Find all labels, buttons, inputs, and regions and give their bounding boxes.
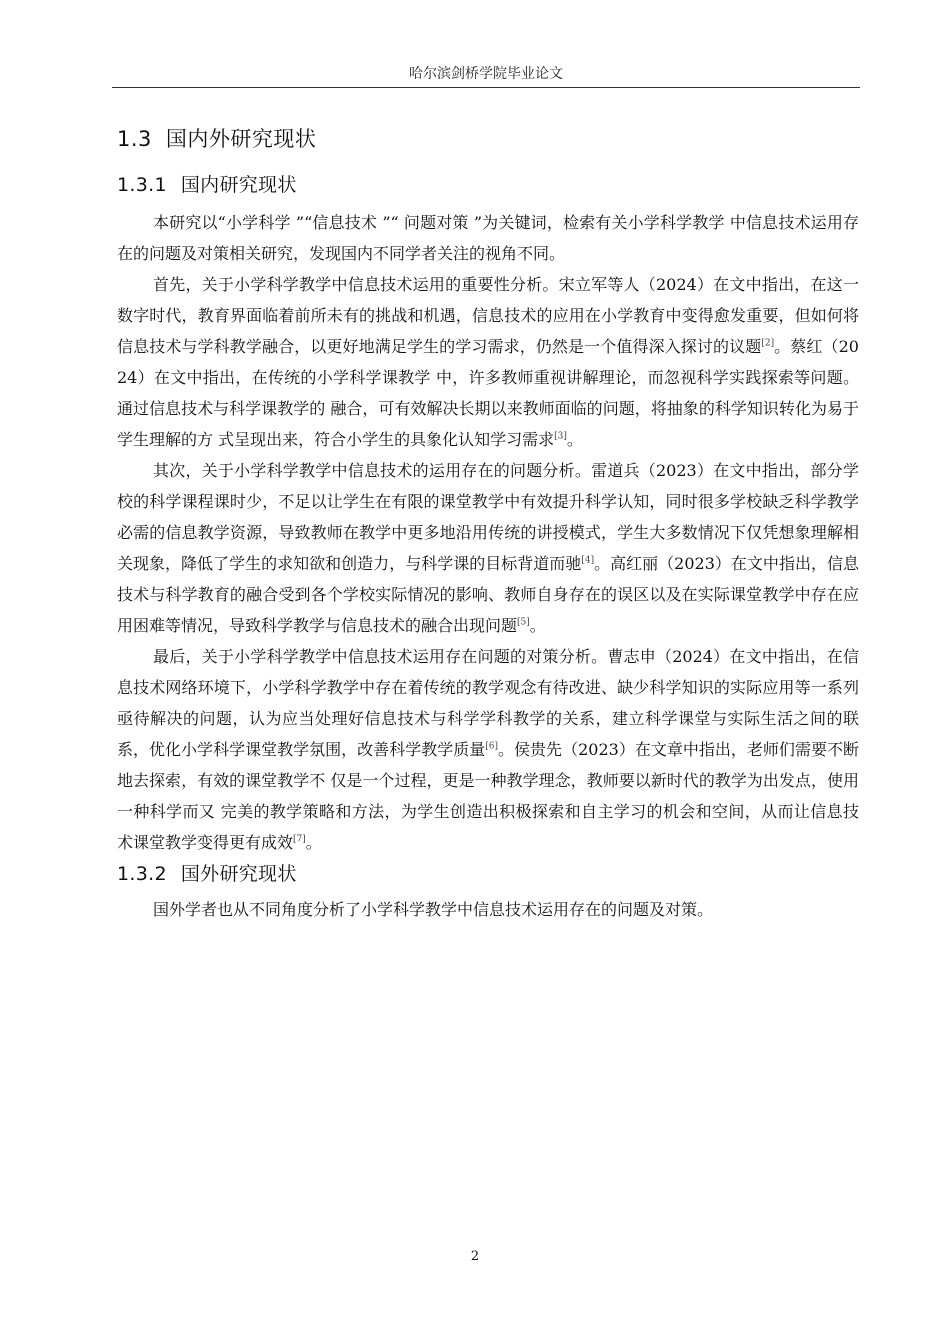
document-body bbox=[117, 124, 859, 925]
paragraph-text: 。 bbox=[305, 833, 322, 852]
paragraph-text: 。高红丽（2023）在文中指出，信息技术与科学教育的融合受到各个学校实际情况的影响、教师自身存在的误区以及在实际课堂教学中存在应用困难等情况，导致科学教学与信息技术的融合出现问题 bbox=[117, 554, 859, 635]
paragraph-text: 。蔡红（2024）在文中指出，在传统的小学科学课教学 中，许多教师重视讲解理论，而忽视科学实践探索等问题。通过信息技术与科学课教学的 融合，可有效解决长期以来教师面临的问题，将抽象的科学知识转化为易于学生理解的方 式呈现出来，符合小学生的具象化认知学习需求 bbox=[117, 337, 859, 449]
paragraph-countermeasures bbox=[117, 641, 859, 858]
paragraph-intro: 本研究以“小学科学 ”“信息技术 ”“ 问题对策 ”为关键词，检索有关小学科学教学 中信息技术运用存在的问题及对策相关研究，发现国内不同学者关注的视角不同。 bbox=[117, 213, 859, 263]
paragraph-text: 。 bbox=[566, 430, 583, 449]
subsection-number: 1.3.1 bbox=[117, 174, 167, 196]
page-header: 哈尔滨剑桥学院毕业论文 bbox=[409, 66, 563, 82]
paragraph-importance bbox=[117, 269, 859, 455]
subsection-title: 国外研究现状 bbox=[180, 863, 297, 885]
citation-ref: [6] bbox=[485, 741, 499, 752]
subsection-number: 1.3.2 bbox=[117, 863, 167, 885]
citation-ref: [4] bbox=[581, 555, 595, 566]
citation-ref: [3] bbox=[554, 431, 567, 442]
page-number: 2 bbox=[470, 1249, 480, 1264]
section-heading-1-3 bbox=[117, 124, 859, 154]
paragraph-text: 。侯贵先（2023）在文章中指出，老师们需要不断地去探索，有效的课堂教学不 仅是一个过程，更是一种教学理念，教师要以新时代的教学为出发点，使用一种科学而又 完美的教学策略和方法，为学生创造出积极探索和自主学习的机会和空间，从而让信息技 术课堂教学变得更有成效 bbox=[117, 740, 859, 852]
paragraph-problems bbox=[117, 455, 859, 641]
citation-ref: [5] bbox=[517, 617, 530, 628]
subsection-title: 国内研究现状 bbox=[180, 174, 297, 196]
section-number: 1.3 bbox=[117, 127, 152, 151]
citation-ref: [2] bbox=[761, 338, 775, 349]
subsection-heading-1-3-2 bbox=[117, 860, 859, 888]
paragraph-text: 其次，关于小学科学教学中信息技术的运用存在的问题分析。雷道兵（2023）在文中指出，部分学校的科学课程课时少，不足以让学生在有限的课堂教学中有效提升科学认知，同时很多学校缺乏科学教学必需的信息教学资源，导致教师在教学中更多地沿用传统的讲授模式，学生大多数情况下仅凭想象理解相关现象，降低了学生的求知欲和创造力，与科学课的目标背道而驰 bbox=[117, 461, 859, 573]
paragraph-text: 。 bbox=[529, 616, 546, 635]
header-rule bbox=[112, 87, 860, 88]
paragraph-text: 首先，关于小学科学教学中信息技术运用的重要性分析。宋立军等人（2024）在文中指出，在这一数字时代，教育界面临着前所未有的挑战和机遇，信息技术的应用在小学教育中变得愈发重要，但如何将信息技术与学科教学融合，以更好地满足学生的学习需求，仍然是一个值得深入探讨的议题 bbox=[117, 275, 859, 356]
citation-ref: [7] bbox=[293, 834, 306, 845]
paragraph-text: 最后，关于小学科学教学中信息技术运用存在问题的对策分析。曹志申（2024）在文中指出，在信息技术网络环境下，小学科学教学中存在着传统的教学观念有待改进、缺少科学知识的实际应用等一系列亟待解决的问题，认为应当处理好信息技术与科学学科教学的关系，建立科学课堂与实际生活之间的联系，优化小学科学课堂教学氛围，改善科学教学质量 bbox=[117, 647, 859, 759]
section-title: 国内外研究现状 bbox=[165, 127, 317, 151]
subsection-heading-1-3-1 bbox=[117, 171, 859, 199]
paragraph-foreign: 国外学者也从不同角度分析了小学科学教学中信息技术运用存在的问题及对策。 bbox=[153, 900, 714, 919]
